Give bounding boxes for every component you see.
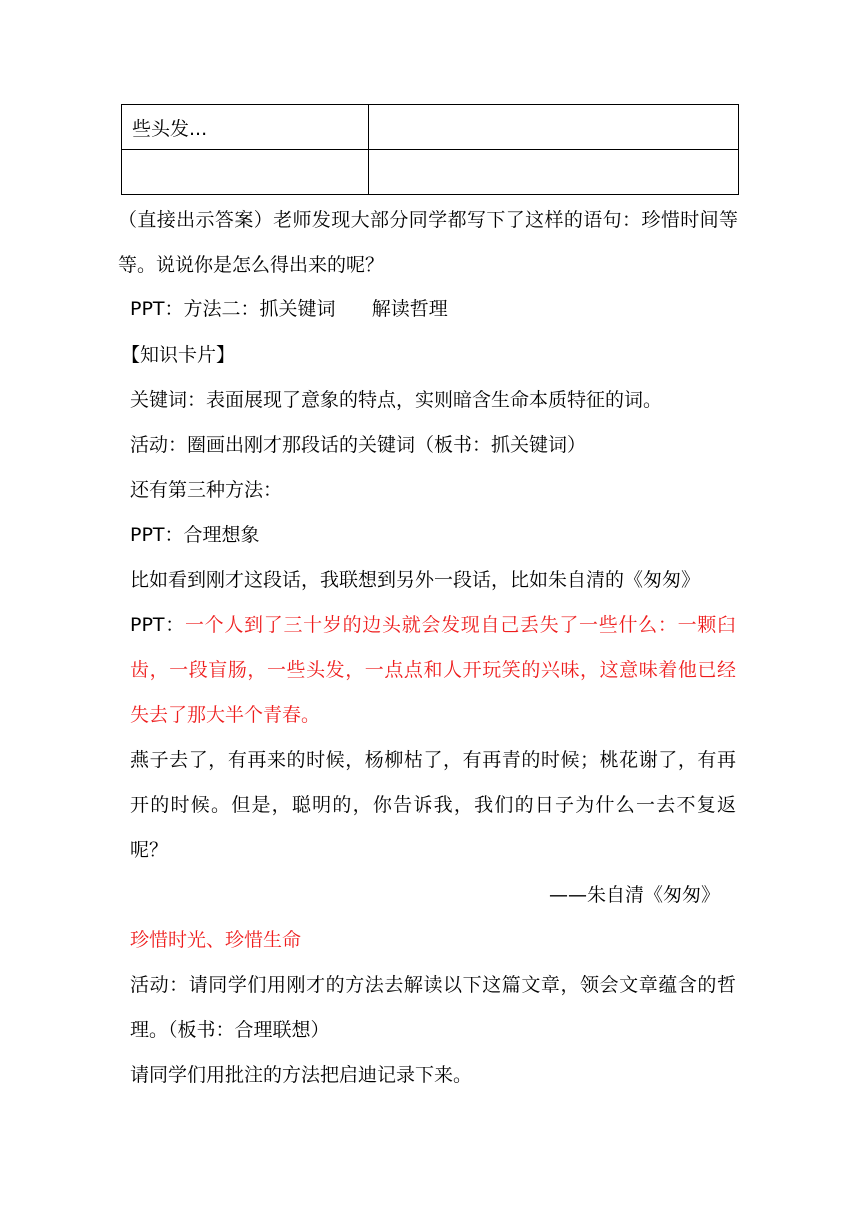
paragraph-activity-interpret: 活动：请同学们用刚才的方法去解读以下这篇文章，领会文章蕴含的哲理。（板书：合理联想） [130,974,736,1041]
paragraph-activity-circle: 活动：圈画出刚才那段话的关键词（板书：抓关键词） [130,434,587,456]
paragraph-knowledge-card: 【知识卡片】 [121,344,236,366]
table-cell [122,150,369,195]
paragraph-annotation-instruction: 请同学们用批注的方法把启迪记录下来。 [130,1064,473,1086]
answer-table [121,104,739,195]
table-row [122,105,739,150]
red-quote: 一个人到了三十岁的边头就会发现自己丢失了一些什么：一颗臼齿，一段盲肠，一些头发，一点点和人开玩笑的兴味，这意味着他已经失去了那大半个青春。 [130,614,736,726]
paragraph-association: 比如看到刚才这段话，我联想到另外一段话，比如朱自清的《匆匆》 [130,569,701,591]
ppt-label: PPT： [130,614,185,636]
paragraph-third-method: 还有第三种方法： [130,479,283,501]
table-cell [369,150,739,195]
quote-attribution: ——朱自清《匆匆》 [548,884,720,906]
paragraph-keyword-definition: 关键词：表面展现了意象的特点，实则暗含生命本质特征的词。 [130,389,663,411]
paragraph-cherish-time: 珍惜时光、珍惜生命 [130,929,302,951]
table-row [122,150,739,195]
paragraph-method-two: PPT：方法二：抓关键词 解读哲理 [130,298,448,320]
table-cell: 些头发... [122,105,369,150]
paragraph-ppt-quote [130,603,736,738]
paragraph-answer-intro: （直接出示答案）老师发现大部分同学都写下了这样的语句：珍惜时间等等。说说你是怎么得出来的呢？ [118,209,738,276]
table-cell [369,105,739,150]
paragraph-method-three: PPT：合理想象 [130,524,260,546]
paragraph-congcong-excerpt: 燕子去了，有再来的时候，杨柳枯了，有再青的时候；桃花谢了，有再开的时候。但是，聪明的，你告诉我，我们的日子为什么一去不复返呢？ [130,749,736,861]
